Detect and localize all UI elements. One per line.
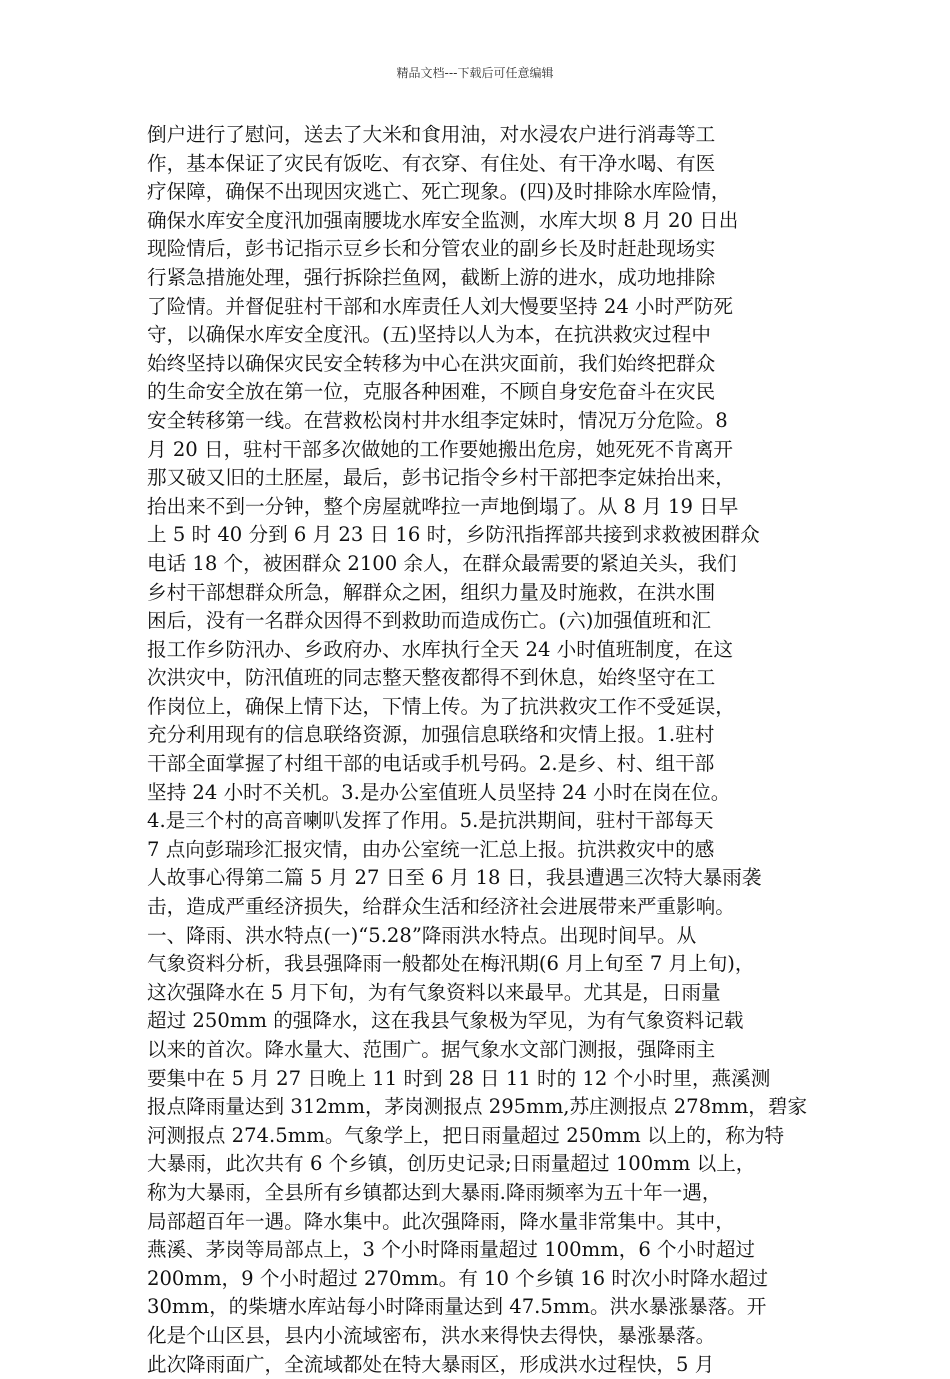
body-text-line: 干部全面掌握了村组干部的电话或手机号码。2.是乡、村、组干部 [147,752,715,776]
body-text-line: 河测报点 274.5mm。气象学上，把日雨量超过 250mm 以上的，称为特 [147,1123,785,1147]
body-text-line: 始终坚持以确保灾民安全转移为中心在洪灾面前，我们始终把群众 [147,351,716,375]
body-text-line: 要集中在 5 月 27 日晚上 11 时到 28 日 11 时的 12 个小时里，燕溪测 [147,1066,771,1090]
document-body [147,121,807,1379]
body-text-line: 30mm，的柴塘水库站每小时降雨量达到 47.5mm。洪水暴涨暴落。开 [147,1295,767,1319]
body-text-line: 7 点向彭瑞珍汇报灾情，由办公室统一汇总上报。抗洪救灾中的感 [147,837,715,861]
body-text-line: 困后，没有一名群众因得不到救助而造成伤亡。(六)加强值班和汇 [147,609,711,633]
body-text-line: 那又破又旧的土胚屋，最后，彭书记指令乡村干部把李定妹抬出来， [147,466,735,490]
body-text-line: 倒户进行了慰问，送去了大米和食用油，对水浸农户进行消毒等工 [147,123,716,146]
body-text-line: 击，造成严重经济损失，给群众生活和经济社会进展带来严重影响。 [147,895,735,919]
body-text-line: 超过 250mm 的强降水，这在我县气象极为罕见，为有气象资料记载 [147,1009,744,1033]
body-text-line: 月 20 日，驻村干部多次做她的工作要她搬出危房，她死死不肯离开 [147,437,734,461]
body-text-line: 确保水库安全度汛加强南腰垅水库安全监测，水库大坝 8 月 20 日出 [147,208,739,232]
body-text-line: 报工作乡防汛办、乡政府办、水库执行全天 24 小时值班制度，在这 [147,637,734,661]
body-text-line: 了险情。并督促驻村干部和水库责任人刘大慢要坚持 24 小时严防死 [147,294,734,318]
body-text-line: 200mm，9 个小时超过 270mm。有 10 个乡镇 16 时次小时降水超过 [147,1266,769,1290]
body-text-line: 局部超百年一遇。降水集中。此次强降雨，降水量非常集中。其中， [147,1209,735,1233]
body-text-line: 安全转移第一线。在营救松岗村井水组李定妹时，情况万分危险。8 [147,408,728,432]
body-text-line: 电话 18 个，被困群众 2100 余人，在群众最需要的紧迫关头，我们 [147,551,737,575]
body-text-line: 行紧急措施处理，强行拆除拦鱼网，截断上游的进水，成功地排除 [147,265,716,289]
body-text-line: 燕溪、茅岗等局部点上，3 个小时降雨量超过 100mm，6 个小时超过 [147,1238,756,1262]
body-text-line: 人故事心得第二篇 5 月 27 日至 6 月 18 日，我县遭遇三次特大暴雨袭 [147,866,762,890]
body-text-line: 此次降雨面广，全流域都处在特大暴雨区，形成洪水过程快，5 月 [147,1352,715,1376]
body-text-line: 以来的首次。降水量大、范围广。据气象水文部门测报，强降雨主 [147,1038,716,1061]
body-text-line: 现险情后，彭书记指示豆乡长和分管农业的副乡长及时赶赴现场实 [147,237,716,261]
body-text-line: 上 5 时 40 分到 6 月 23 日 16 时，乡防汛指挥部共接到求救被困群众 [147,523,760,547]
body-text-line: 乡村干部想群众所急，解群众之困，组织力量及时施救，在洪水围 [147,580,716,604]
body-text-line: 大暴雨，此次共有 6 个乡镇，创历史记录;日雨量超过 100mm 以上， [147,1152,756,1176]
body-text-line: 次洪灾中，防汛值班的同志整天整夜都得不到休息，始终坚守在工 [147,666,716,690]
body-text-line: 充分利用现有的信息联络资源，加强信息联络和灾情上报。1.驻村 [147,723,715,747]
body-text-line: 坚持 24 小时不关机。3.是办公室值班人员坚持 24 小时在岗在位。 [147,780,731,804]
body-text-line: 守，以确保水库安全度汛。(五)坚持以人为本，在抗洪救灾过程中 [147,323,711,347]
body-text-line: 抬出来不到一分钟，整个房屋就哗拉一声地倒塌了。从 8 月 19 日早 [147,494,739,518]
body-text-line: 作，基本保证了灾民有饭吃、有衣穿、有住处、有干净水喝、有医 [147,151,716,175]
body-text-line: 这次强降水在 5 月下旬，为有气象资料以来最早。尤其是，日雨量 [147,980,721,1004]
body-text-line: 作岗位上，确保上情下达，下情上传。为了抗洪救灾工作不受延误， [147,694,735,718]
page-header: 精品文档---下载后可任意编辑 [396,66,554,80]
body-text-line: 报点降雨量达到 312mm，茅岗测报点 295mm,苏庄测报点 278mm，碧家 [147,1095,808,1119]
body-text-line: 一、降雨、洪水特点(一)“5.28”降雨洪水特点。出现时间早。从 [147,923,697,947]
body-text-line: 称为大暴雨，全县所有乡镇都达到大暴雨.降雨频率为五十年一遇， [147,1180,722,1204]
body-text-line: 疗保障，确保不出现因灾逃亡、死亡现象。(四)及时排除水库险情， [147,180,731,204]
body-text-line: 的生命安全放在第一位，克服各种困难，不顾自身安危奋斗在灾民 [147,380,716,404]
body-text-line: 4.是三个村的高音喇叭发挥了作用。5.是抗洪期间，驻村干部每天 [147,809,714,833]
body-text-line: 气象资料分析，我县强降雨一般都处在梅汛期(6 月上旬至 7 月上旬)， [147,952,755,976]
body-text-line: 化是个山区县，县内小流域密布，洪水来得快去得快，暴涨暴落。 [147,1323,716,1347]
